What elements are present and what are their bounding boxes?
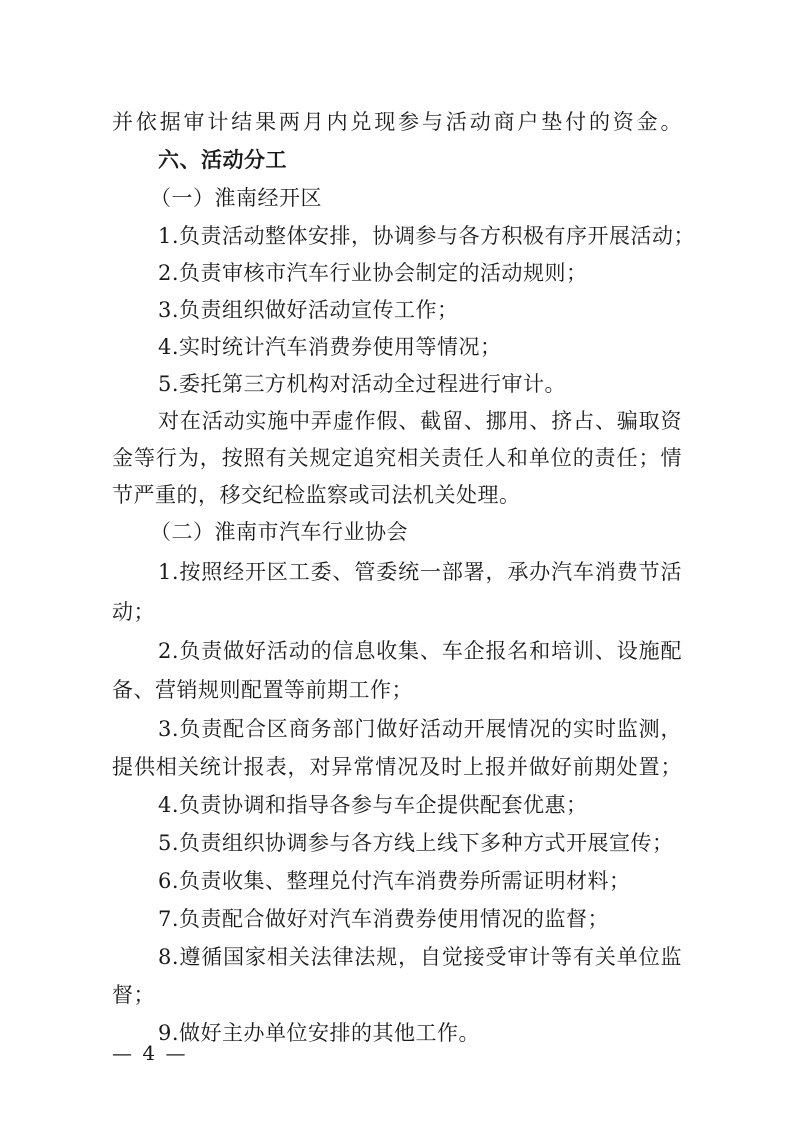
list-item: 1.按照经开区工委、管委统一部署，承办汽车消费节活 [158,560,682,584]
list-item: 1.负责活动整体安排，协调参与各方积极有序开展活动； [158,224,696,248]
subsection-heading: （二）淮南市汽车行业协会 [150,520,408,544]
list-item: 2.负责做好活动的信息收集、车企报名和培训、设施配 [158,639,682,663]
list-item: 6.负责收集、整理兑付汽车消费券所需证明材料； [158,869,631,893]
list-item: 5.委托第三方机构对活动全过程进行审计。 [158,372,567,396]
list-item-continuation: 动； [112,600,155,624]
page-number: — 4 — [112,1041,188,1065]
section-heading: 六、活动分工 [158,148,287,172]
list-item: 4.负责协调和指导各参与车企提供配套优惠； [158,793,588,817]
list-item-continuation: 提供相关统计报表，对异常情况及时上报并做好前期处置； [112,755,682,779]
paragraph-line: 对在活动实施中弄虚作假、截留、挪用、挤占、骗取资 [158,409,682,433]
paragraph-line: 并依据审计结果两月内兑现参与活动商户垫付的资金。 [112,110,682,134]
list-item: 7.负责配合做好对汽车消费券使用情况的监督； [158,907,610,931]
list-item: 4.实时统计汽车消费券使用等情况； [158,335,502,359]
list-item-continuation: 督； [112,983,155,1007]
list-item: 5.负责组织协调参与各方线上线下多种方式开展宣传； [158,831,674,855]
paragraph-line: 金等行为，按照有关规定追究相关责任人和单位的责任；情 [112,446,682,470]
list-item: 2.负责审核市汽车行业协会制定的活动规则； [158,261,588,285]
list-item-continuation: 备、营销规则配置等前期工作； [112,678,413,702]
list-item: 9.做好主办单位安排的其他工作。 [158,1021,481,1045]
list-item: 3.负责组织做好活动宣传工作； [158,298,459,322]
paragraph-line: 节严重的，移交纪检监察或司法机关处理。 [112,483,521,507]
subsection-heading: （一）淮南经开区 [150,186,322,210]
list-item: 8.遵循国家相关法律法规，自觉接受审计等有关单位监 [158,945,682,969]
list-item: 3.负责配合区商务部门做好活动开展情况的实时监测， [158,717,682,741]
